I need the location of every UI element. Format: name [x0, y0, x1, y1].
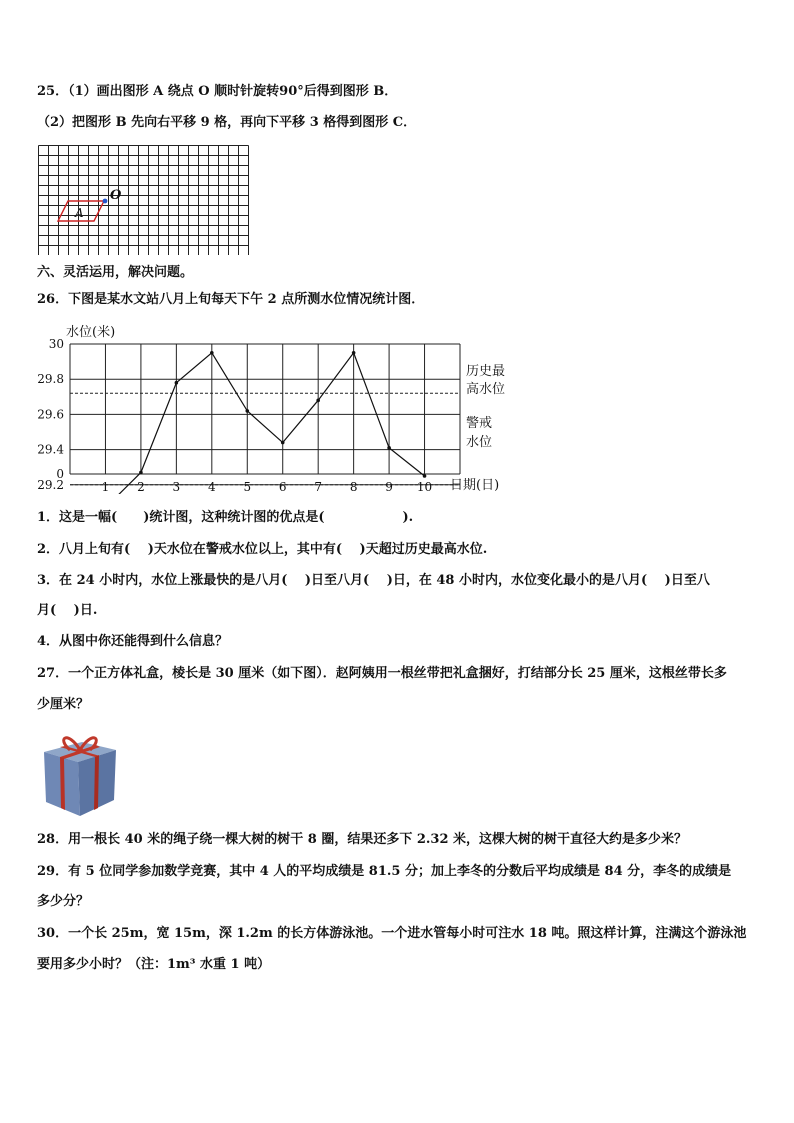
x-tick-label: 2: [137, 480, 145, 494]
y-tick-label: 29.6: [37, 407, 64, 422]
x-tick-label: 10: [416, 480, 433, 494]
chart-series: [101, 351, 427, 494]
ref-warn-label-2: 水位: [466, 435, 493, 450]
chart-xlabel: 日期(日): [450, 478, 500, 493]
data-point: [175, 381, 179, 385]
data-point: [245, 409, 249, 413]
q29-line2: 多少分？: [37, 894, 90, 909]
q25-line1: 25．（1）画出图形 A 绕点 O 顺时针旋转90°后得到图形 B．: [37, 84, 398, 99]
q28-line1: 28．用一根长 40 米的绳子绕一棵大树的树干 8 圈，结果还多下 2.32 米，这棵大树的树干直径大约是多少米？: [37, 832, 688, 847]
ref-high-label-2: 高水位: [466, 382, 506, 397]
data-point: [352, 351, 356, 355]
x-tick-label: 7: [314, 480, 323, 494]
gift-box-picture: [38, 728, 120, 820]
q27-line2: 少厘米？: [37, 697, 90, 712]
data-point: [210, 351, 214, 355]
ref-high-label-1: 历史最: [466, 364, 506, 379]
q26-intro: 26．下图是某水文站八月上旬每天下午 2 点所测水位情况统计图．: [37, 292, 425, 307]
x-tick-label: 3: [172, 480, 181, 494]
x-tick-label: 8: [349, 480, 358, 494]
chart-reference-lines: [70, 393, 460, 485]
ref-warn-label-1: 警戒: [466, 416, 493, 431]
q25-grid-figure: [38, 145, 254, 255]
q26-line-chart: [30, 322, 520, 494]
y-tick-label: 29.2: [37, 477, 64, 492]
chart-ticks: [37, 337, 432, 494]
chart-grid: [66, 344, 460, 494]
q30-line2: 要用多少小时？（注：1m³ 水重 1 吨）: [37, 957, 271, 972]
q26-sub3a: 3．在 24 小时内，水位上涨最快的是八月( )日至八月( )日，在 48 小时内，水位变化最小的是八月( )日至八: [37, 573, 710, 588]
shape-a-label: A: [75, 206, 84, 220]
chart-ylabel: 水位(米): [66, 325, 116, 340]
q26-sub1: 1．这是一幅( )统计图，这种统计图的优点是( ).: [37, 510, 414, 525]
q26-sub3b: 月( )日.: [37, 603, 98, 618]
q27-line1: 27．一个正方体礼盒，棱长是 30 厘米（如下图）．赵阿姨用一根丝带把礼盒捆好，打结部分长 25 厘米，这根丝带长多: [37, 666, 727, 681]
x-tick-label: 1: [101, 480, 110, 494]
x-tick-label: 5: [243, 480, 252, 494]
series-line: [105, 353, 424, 494]
y-tick-label: 0: [56, 467, 64, 481]
grid-lines: [39, 146, 249, 256]
data-point: [139, 471, 143, 475]
q26-sub4: 4．从图中你还能得到什么信息？: [37, 634, 229, 649]
data-point: [423, 474, 427, 478]
data-point: [281, 441, 285, 445]
x-tick-label: 4: [207, 480, 216, 494]
q25-line2: （2）把图形 B 先向右平移 9 格，再向下平移 3 格得到图形 C．: [37, 115, 417, 130]
data-point: [387, 446, 391, 450]
y-tick-label: 29.8: [37, 372, 64, 387]
y-tick-label: 30: [48, 337, 64, 351]
point-o: [103, 199, 108, 204]
x-tick-label: 9: [385, 480, 393, 494]
x-tick-label: 6: [278, 480, 287, 494]
section6-title: 六、灵活运用，解决问题。: [37, 265, 194, 280]
q30-line1: 30．一个长 25m，宽 15m，深 1.2m 的长方体游泳池。一个进水管每小时可注水 18 吨。照这样计算，注满这个游泳池: [37, 926, 747, 941]
q26-sub2: 2．八月上旬有( )天水位在警戒水位以上，其中有( )天超过历史最高水位.: [37, 542, 488, 557]
point-o-label: O: [110, 188, 122, 203]
q29-line1: 29．有 5 位同学参加数学竞赛，其中 4 人的平均成绩是 81.5 分；加上李冬的分数后平均成绩是 84 分，李冬的成绩是: [37, 864, 732, 879]
ribbon-knot: [77, 747, 83, 753]
y-tick-label: 29.4: [37, 442, 64, 457]
data-point: [316, 399, 320, 403]
